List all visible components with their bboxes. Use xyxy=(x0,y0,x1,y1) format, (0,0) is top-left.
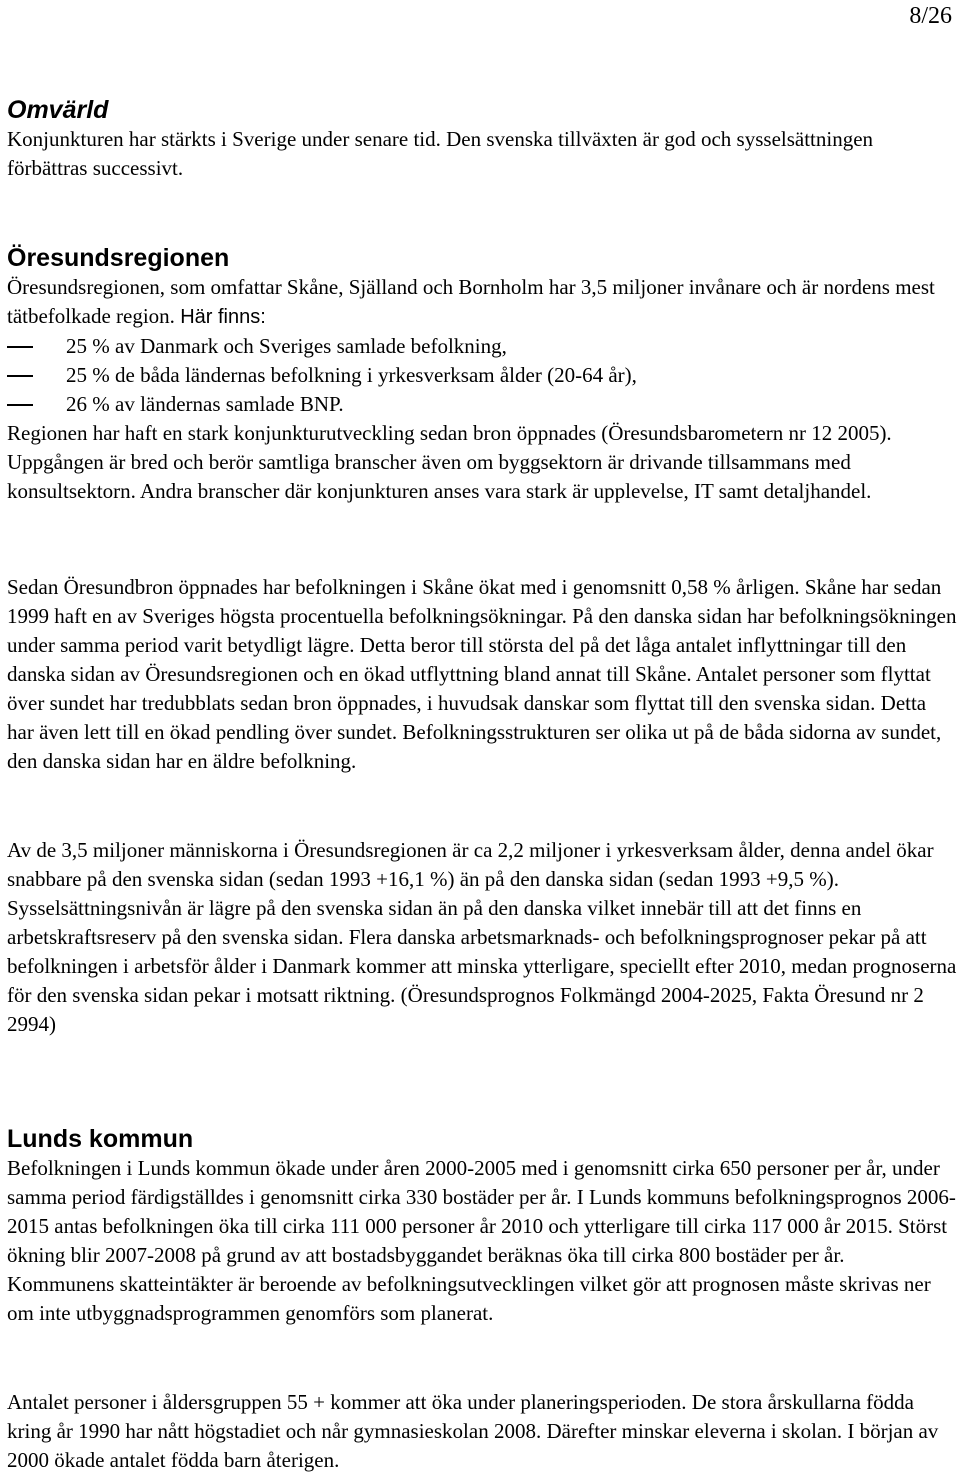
page-number: 8/26 xyxy=(909,3,952,29)
oresund-intro xyxy=(7,273,957,332)
oresund-paragraph-2: Sedan Öresundbron öppnades har befolkningen i Skåne ökat med i genomsnitt 0,58 % årligen. Skåne har sedan 1999 haft en av Sveriges högsta procentuella befolkningsökningar. På den danska sidan har befolkningsökningen under samma period varit betydligt lägre. Detta beror till största del på det låga antalet inflyttningar till den danska sidan av Öresundsregionen och en ökad utflyttning bland annat till Skåne. Antalet personer som flyttat över sundet har tredubblats sedan bron öppnades, i huvudsak danskar som flyttat till den svenska sidan. Detta har även lett till en ökad pendling över sundet. Befolkningsstrukturen ser olika ut på de båda sidorna av sundet, den danska sidan har en äldre befolkning. xyxy=(7,575,957,773)
oresund-intro-text: Öresundsregionen, som omfattar Skåne, Själland och Bornholm har 3,5 miljoner invånare och är nordens mest tätbefolkade region. xyxy=(7,275,935,328)
oresund-intro-lead: Här finns: xyxy=(180,306,266,328)
oresund-paragraph-1: Regionen har haft en stark konjunkturutveckling sedan bron öppnades (Öresundsbarometern nr 12 2005). Uppgången är bred och berör samtliga branscher även om byggsektorn är drivande tillsammans med konsultsektorn. Andra branscher där konjunkturen anses vara stark är upplevelse, IT samt detaljhandel. xyxy=(7,421,892,503)
list-item-text: 25 % av Danmark och Sveriges samlade befolkning, xyxy=(66,334,507,358)
dash-bullet-icon xyxy=(7,375,33,377)
section-lund xyxy=(7,1124,957,1328)
list-item-text: 26 % av ländernas samlade BNP. xyxy=(66,392,344,416)
list-item xyxy=(7,390,957,419)
list-item-text: 25 % de båda ländernas befolkning i yrkesverksam ålder (20-64 år), xyxy=(66,363,637,387)
list-item xyxy=(7,332,957,361)
dash-bullet-icon xyxy=(7,346,33,348)
lund-paragraph-1: Befolkningen i Lunds kommun ökade under åren 2000-2005 med i genomsnitt cirka 650 personer per år, under samma period färdigställdes i genomsnitt cirka 330 bostäder per år. I Lunds kommuns befolkningsprognos 2006-2015 antas befolkningen öka till cirka 111 000 personer år 2010 och ytterligare till cirka 117 000 år 2015. Störst ökning blir 2007-2008 på grund av att bostadsbyggandet beräknas öka till cirka 800 bostäder per år. Kommunens skatteintäkter är beroende av befolkningsutvecklingen vilket gör att prognosen måste skrivas ner om inte utbyggnadsprogrammen genomförs som planerat. xyxy=(7,1156,956,1325)
oresund-paragraph-3: Av de 3,5 miljoner människorna i Öresundsregionen är ca 2,2 miljoner i yrkesverksam ålder, denna andel ökar snabbare på den svenska sidan (sedan 1993 +16,1 %) än på den danska sidan (sedan 1993 +9,5 %). Sysselsättningsnivån är lägre på den svenska sidan än på den danska vilket innebär till att det finns en arbetskraftsreserv på den svenska sidan. Flera danska arbetsmarknads- och befolkningsprognoser pekar på att befolkningen i arbetsför ålder i Danmark kommer att minska ytterligare, speciellt efter 2010, medan prognoserna för den svenska sidan pekar i motsatt riktning. (Öresundsprognos Folkmängd 2004-2025, Fakta Öresund nr 2 2994) xyxy=(7,838,957,1036)
oresund-paragraph-3-wrap xyxy=(7,836,957,1039)
section-title-oresund: Öresundsregionen xyxy=(7,244,230,272)
oresund-paragraph-2-wrap xyxy=(7,573,957,776)
lund-paragraph-2: Antalet personer i åldersgruppen 55 + kommer att öka under planeringsperioden. De stora årskullarna födda kring år 1990 har nått högstadiet och når gymnasieskolan 2008. Därefter minskar eleverna i skolan. I början av 2000 ökade antalet födda barn återigen. xyxy=(7,1390,939,1472)
section-title-lund: Lunds kommun xyxy=(7,1125,194,1153)
dash-bullet-icon xyxy=(7,404,33,406)
section-omvarld xyxy=(7,95,957,183)
list-item xyxy=(7,361,957,390)
section-title-omvarld: Omvärld xyxy=(7,96,109,124)
oresund-list xyxy=(7,332,957,419)
section-oresund xyxy=(7,243,957,506)
lund-paragraph-2-wrap xyxy=(7,1388,957,1475)
omvarld-paragraph: Konjunkturen har stärkts i Sverige under senare tid. Den svenska tillväxten är god och sysselsättningen förbättras successivt. xyxy=(7,127,874,180)
